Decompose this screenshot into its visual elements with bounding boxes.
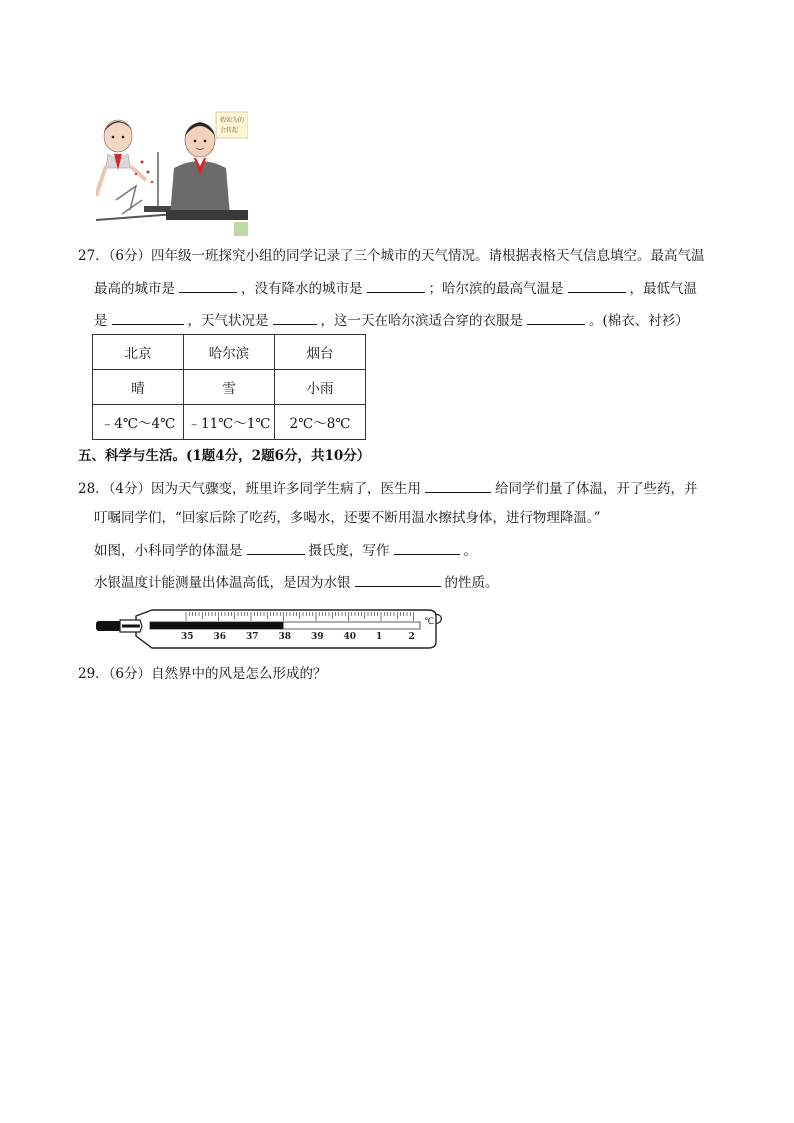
table-row-weather: [93, 370, 366, 405]
q27-text-is: 是: [94, 313, 108, 329]
q27-text-clothes: ，这一天在哈尔滨适合穿的衣服是: [320, 313, 523, 329]
q27-text-low: ，最低气温: [629, 281, 697, 297]
q27-text-options: 。(棉衣、衬衫）: [589, 313, 689, 329]
celsius-mark: ℃: [424, 617, 435, 627]
q27-line3: [94, 310, 689, 331]
q28-text-period: 。: [463, 543, 477, 559]
q29-text: 29．（6分）自然界中的风是怎么形成的？: [78, 666, 327, 682]
answer-blank-mercury-property[interactable]: [355, 572, 441, 587]
scale-label: 1: [376, 632, 383, 642]
scale-label: 2: [408, 632, 415, 642]
weather-table: [92, 334, 366, 440]
city-cell: 北京: [93, 335, 184, 370]
table-row-temps: [93, 405, 366, 440]
thermometer-svg: [94, 602, 444, 652]
answer-blank-harbin-high[interactable]: [568, 278, 626, 293]
scale-label: 38: [278, 632, 292, 642]
children-drawing: [96, 110, 248, 236]
mercury-column: [150, 622, 284, 629]
sign-text-2: 会转起: [220, 127, 239, 134]
answer-blank-harbin-low[interactable]: [112, 310, 184, 325]
section5-title: 五、科学与生活。(1题4分，2题6分，共10分）: [78, 448, 371, 464]
q28-text-write: 摄氏度，写作: [308, 543, 390, 559]
q28-text-measured: 给同学们量了体温，开了些药，并: [495, 481, 698, 497]
scale-label: 39: [311, 632, 324, 642]
q27-line2: [94, 278, 697, 299]
temp-cell: 2℃～8℃: [275, 405, 366, 440]
answer-blank-clothes[interactable]: [527, 310, 585, 325]
q27-text-weather: ，天气状况是: [187, 313, 269, 329]
answer-blank-harbin-weather[interactable]: [273, 310, 317, 325]
q27-text-no-rain: ，没有降水的城市是: [241, 281, 363, 297]
answer-blank-written-form[interactable]: [394, 540, 460, 555]
weather-cell: 小雨: [275, 370, 366, 405]
q27-text-harbin-high: ；哈尔滨的最高气温是: [428, 281, 564, 297]
weather-cell: 晴: [93, 370, 184, 405]
answer-blank-no-rain-city[interactable]: [367, 278, 425, 293]
illustration-children: [96, 110, 248, 236]
q27-text-highest-city: 最高的城市是: [94, 281, 175, 297]
answer-blank-temperature[interactable]: [247, 540, 305, 555]
scale-label: 40: [343, 632, 357, 642]
scale-label: 35: [181, 632, 194, 642]
sign-text-1: 假如为的: [220, 117, 245, 124]
thermometer-figure: [94, 602, 444, 656]
table-row-cities: [93, 335, 366, 370]
thermometer-bulb: [96, 621, 122, 631]
q28-text-mercury: 水银温度计能测量出体温高低，是因为水银: [94, 575, 351, 591]
q27-line1: 27．（6分）四年级一班探究小组的同学记录了三个城市的天气情况。请根据表格天气信息填空。最高气温: [78, 248, 705, 264]
q28-text-temp: 如图，小科同学的体温是: [94, 543, 243, 559]
q28-text-intro: 28．（4分）因为天气骤变，班里许多同学生病了，医生用: [78, 481, 422, 497]
answer-blank-highest-city[interactable]: [179, 278, 237, 293]
scale-label: 36: [213, 632, 227, 642]
q28-line4: [94, 572, 499, 593]
q28-line1: [78, 478, 698, 499]
city-cell: 哈尔滨: [184, 335, 275, 370]
temp-cell: ﹣11℃～1℃: [184, 405, 275, 440]
city-cell: 烟台: [275, 335, 366, 370]
q28-line3: [94, 540, 477, 561]
answer-blank-instrument[interactable]: [425, 478, 491, 493]
q28-line2: 叮嘱同学们，“回家后除了吃药，多喝水，还要不断用温水擦拭身体，进行物理降温。”: [94, 510, 601, 526]
scale-label: 37: [246, 632, 259, 642]
q28-text-property: 的性质。: [444, 575, 499, 591]
weather-cell: 雪: [184, 370, 275, 405]
temp-cell: ﹣4℃～4℃: [93, 405, 184, 440]
